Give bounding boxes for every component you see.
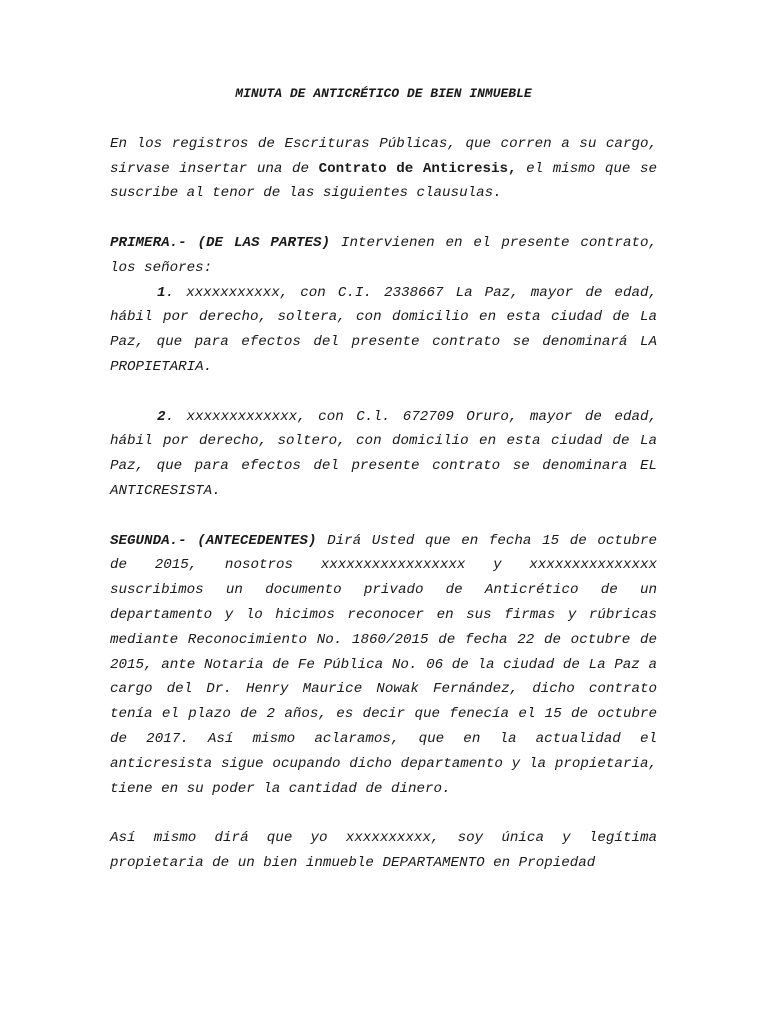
document-page (110, 82, 657, 876)
clause-primera-text: Intervienen en el presente contrato, los señores: (110, 234, 657, 276)
party-2-text: . xxxxxxxxxxxxx, con C.l. 672709 Oruro, mayor de edad, hábil por derecho, soltero, con domicilio en esta ciudad de La Paz, que para efectos del presente contrato se denominara EL ANTICRESISTA. (110, 408, 657, 499)
intro-text-before: En los registros de Escrituras Públicas, que corren a su cargo, sirvase insertar una de (110, 135, 657, 177)
intro-text-after: el mismo que se suscribe al tenor de las siguientes clausulas. (110, 160, 657, 202)
party-1-text: . xxxxxxxxxxx, con C.I. 2338667 La Paz, mayor de edad, hábil por derecho, soltera, con domicilio en esta ciudad de La Paz, que para efectos del presente contrato se denominará LA PROPIETARIA. (110, 284, 657, 375)
document-title: MINUTA DE ANTICRÉTICO DE BIEN INMUEBLE (235, 86, 532, 101)
party-1-paragraph (110, 281, 657, 380)
intro-contract-name: Contrato de Anticresis, (318, 160, 517, 177)
party-1-number: 1 (157, 284, 166, 301)
clause-primera-heading: PRIMERA.- (DE LAS PARTES) (110, 234, 331, 251)
intro-paragraph (110, 132, 657, 206)
clause-primera (110, 231, 657, 281)
party-2-number: 2 (157, 408, 166, 425)
party-2-paragraph (110, 405, 657, 504)
closing-paragraph: Así mismo dirá que yo xxxxxxxxxx, soy única y legítima propietaria de un bien inmueble DEPARTAMENTO en Propiedad (110, 830, 657, 871)
clause-segunda-text: Dirá Usted que en fecha 15 de octubre de 2015, nosotros xxxxxxxxxxxxxxxxx y xxxxxxxxxxxxxxx suscribimos un documento privado de Anticrético de un departamento y lo hicimos reconocer en sus firmas y rúbricas mediante Reconocimiento No. 1860/2015 de fecha 22 de octubre de 2015, ante Notaria de Fe Pública No. 06 de la ciudad de La Paz a cargo del Dr. Henry Maurice Nowak Fernández, dicho contrato tenía el plazo de 2 años, es decir que fenecía el 15 de octubre de 2017. Así mismo aclaramos, que en la actualidad el anticresista sigue ocupando dicho departamento y la propietaria, tiene en su poder la cantidad de dinero. (110, 532, 657, 797)
clause-segunda (110, 529, 657, 802)
clause-segunda-heading: SEGUNDA.- (ANTECEDENTES) (110, 532, 317, 549)
